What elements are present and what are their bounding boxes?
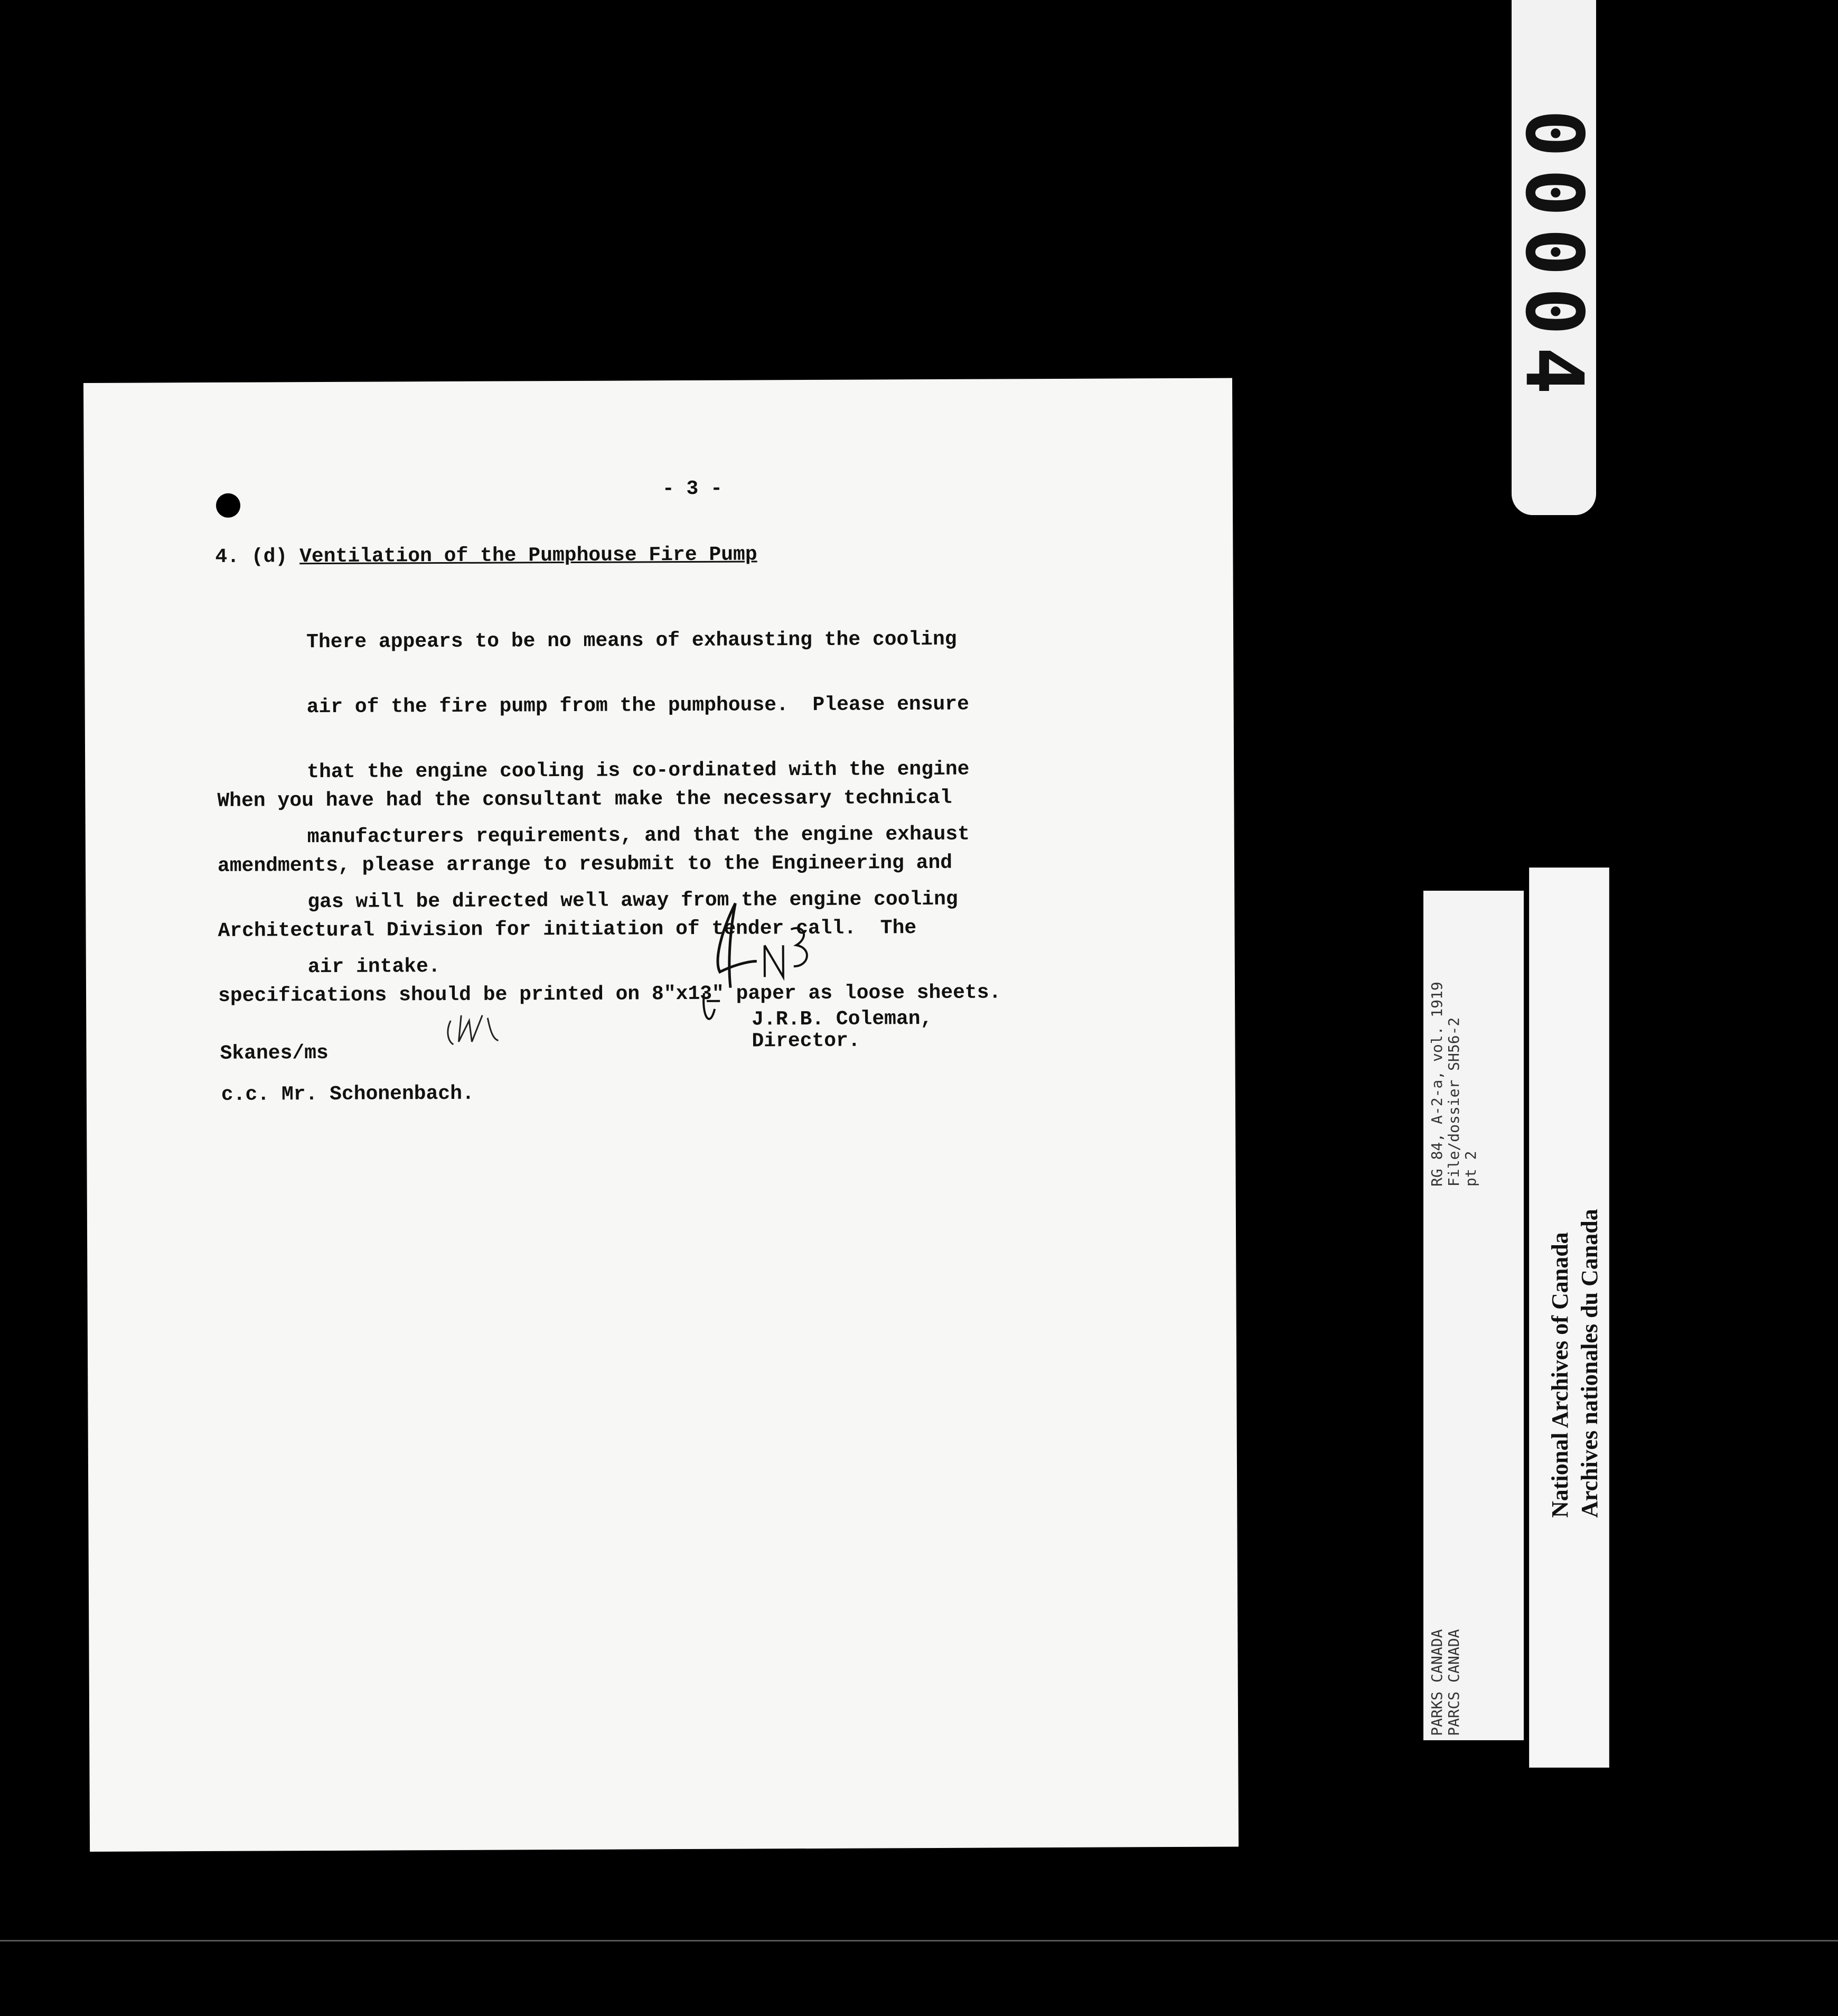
paragraph-line: Architectural Division for initiation of tender call. The — [218, 917, 917, 942]
agency-names — [1429, 1562, 1462, 1736]
body-line: There appears to be no means of exhausting the cooling — [306, 628, 957, 654]
agency-name: PARCS CANADA — [1445, 1629, 1462, 1736]
body-line: gas will be directed well away from the engine cooling — [307, 888, 958, 914]
archives-name — [1545, 1209, 1605, 1518]
file-reference — [1429, 891, 1479, 1187]
archives-name-fr: Archives nationales du Canada — [1577, 1209, 1602, 1518]
archives-name-en: National Archives of Canada — [1547, 1232, 1573, 1518]
paragraph-line: specifications should be printed on 8"x13" paper as loose sheets. — [218, 981, 1001, 1007]
archive-reference-label — [1423, 891, 1524, 1740]
typist-initials: Skanes/ms — [220, 1041, 329, 1065]
paragraph-line: amendments, please arrange to resubmit to the Engineering and — [217, 851, 953, 878]
file-reference-line: File/dossier SH56-2 — [1445, 1017, 1462, 1187]
agency-name: PARKS CANADA — [1428, 1629, 1446, 1736]
document-page — [83, 378, 1239, 1852]
body-line: that the engine cooling is co-ordinated with the engine — [307, 758, 970, 784]
handwritten-initials — [440, 999, 509, 1052]
signature-title: Director. — [752, 1029, 860, 1053]
punch-hole — [216, 493, 240, 518]
body-line: air of the fire pump from the pumphouse. Please ensure — [306, 693, 969, 719]
page-number: - 3 - — [662, 477, 723, 501]
section-number: 4. (d) — [215, 545, 288, 568]
file-reference-line: pt 2 — [1462, 1151, 1479, 1187]
signature-name: J.R.B. Coleman, — [752, 1007, 933, 1031]
section-heading — [215, 544, 757, 567]
frame-counter: 00004 — [1508, 109, 1600, 406]
body-line: air intake. — [307, 955, 440, 979]
paragraph-line: When you have had the consultant make the necessary technical — [217, 786, 952, 813]
file-reference-line: RG 84, A-2-a, vol. 1919 — [1428, 982, 1446, 1187]
divider — [0, 1940, 1838, 1942]
body-line: manufacturers requirements, and that the engine exhaust — [307, 823, 970, 849]
archives-card — [1529, 867, 1609, 1768]
section-title: Ventilation of the Pumphouse Fire Pump — [299, 543, 757, 568]
cc-line: c.c. Mr. Schonenbach. — [221, 1082, 474, 1106]
frame-counter-strip — [1508, 0, 1600, 515]
